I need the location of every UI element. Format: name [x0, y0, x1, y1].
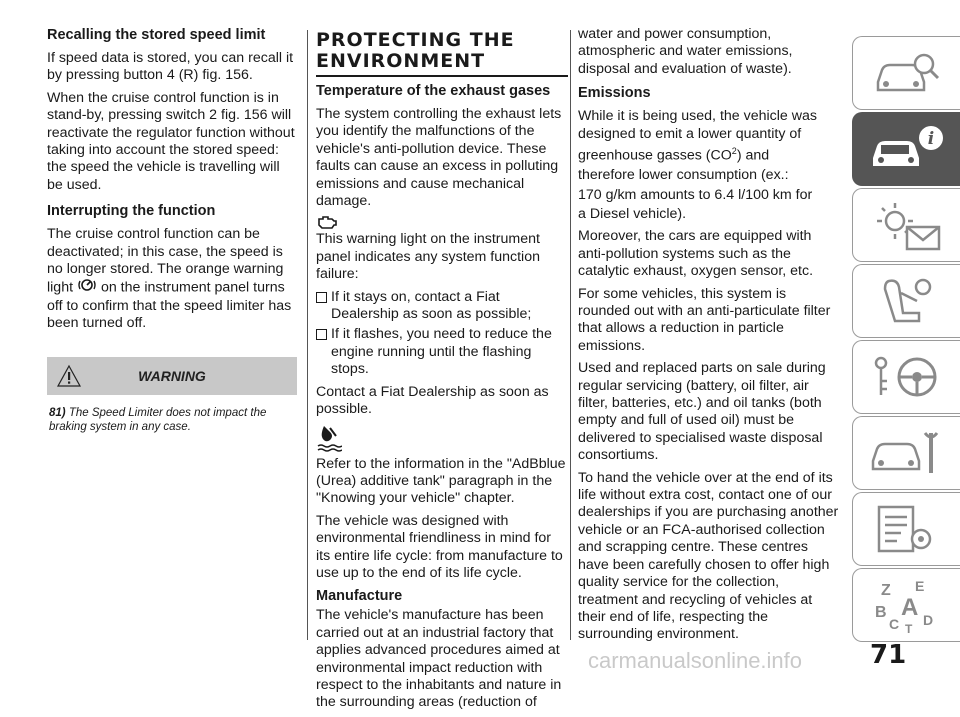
para-replaced-parts: Used and replaced parts on sale during regular servicing (battery, oil filter, air filter, batteries, etc.) and oil tanks (both empty and full of used oil) must be delivered to specialised waste disposal consortiums. — [578, 360, 826, 464]
svg-text:Z: Z — [880, 582, 891, 599]
tab-maintenance[interactable] — [852, 492, 960, 566]
svg-text:A: A — [900, 594, 918, 621]
checklist-gear-icon — [867, 501, 947, 557]
para-exhaust-3: Contact a Fiat Dealership as soon as possible. — [316, 383, 549, 418]
warning-title: WARNING — [138, 367, 206, 384]
warning-header — [47, 357, 297, 395]
adblue-icon — [316, 424, 568, 454]
para-recall-2: When the cruise control function is in stand-by, pressing switch 2 fig. 156 will reactivate the regulator function without taking into account the stored speed: the speed the vehicle is travelling will be used. — [47, 89, 295, 193]
tab-starting-driving[interactable] — [852, 340, 960, 414]
heading-exhaust: Temperature of the exhaust gases — [316, 83, 551, 99]
column-divider-2 — [570, 30, 571, 640]
heading-emissions: Emissions — [578, 85, 651, 102]
para-manufacture: The vehicle's manufacture has been carried out at an industrial factory that applies advanced procedures aimed at environmental impact reduction with respect to the inhabitants and nature in the surrounding areas (reduction of — [316, 607, 562, 711]
heading-interrupting: Interrupting the function — [47, 203, 216, 220]
watermark: carmanualsonline.info — [588, 648, 803, 673]
bullet-item-2: If it flashes, you need to reduce the engine running until the flashing stops. — [316, 326, 568, 383]
para-recall-1: If speed data is stored, you can recall it by pressing button 4 (R) fig. 156. — [47, 50, 294, 84]
heading-manufacture: Manufacture — [316, 588, 403, 605]
tab-in-emergency[interactable] — [852, 416, 960, 490]
warning-box — [47, 357, 297, 434]
warning-triangle-icon — [56, 364, 82, 393]
svg-text:B: B — [874, 604, 887, 621]
tab-technical-info[interactable] — [852, 112, 960, 186]
heading-recalling: Recalling the stored speed limit — [47, 27, 266, 43]
car-search-icon — [872, 48, 942, 98]
para-environment: The vehicle was designed with environmental friendliness in mind for its entire life cycle: from manufacture to use up to the end of its life cycle. — [316, 512, 563, 581]
tab-safety[interactable] — [852, 264, 960, 338]
tab-index[interactable] — [852, 568, 960, 642]
svg-text:E: E — [914, 578, 924, 594]
para-end-of-life: To hand the vehicle over at the end of its life without extra cost, contact one of our dealerships if you are purchasing another vehicle or an FCA-authorised collection and scrapping centre. These centres have been carefully chosen to offer high quality service for the collection, treatment and recycling of vehicles at their end of life, respecting the surrounding environment. — [578, 469, 839, 643]
para-emissions-2: therefore lower consumption (ex.: — [578, 167, 789, 184]
svg-text:C: C — [888, 616, 899, 632]
page-number: 71 — [870, 640, 907, 670]
svg-text:T: T — [904, 622, 912, 635]
section-title: PROTECTING THE ENVIRONMENT — [316, 30, 568, 77]
warning-lights-message-icon — [867, 197, 947, 253]
engine-warning-icon — [316, 215, 568, 231]
alphabet-index-icon — [867, 575, 947, 635]
column-right — [578, 26, 840, 649]
tab-warning-lights[interactable] — [852, 188, 960, 262]
para-exhaust-1: The system controlling the exhaust lets you identify the malfunctions of the vehicle's anti-pollution device. These faults can cause an excess in polluting emissions and cause mechanical damage. — [316, 106, 562, 210]
para-emissions-1: While it is being used, the vehicle was designed to emit a lower quantity of greenhouse gasses $(CO^2)$ and — [578, 108, 817, 164]
chapter-tabs — [852, 36, 960, 644]
key-steering-wheel-icon — [867, 349, 947, 405]
para-adblue: Refer to the information in the "AdBblue (Urea) additive tank" paragraph in the "Knowing your vehicle" chapter. — [316, 455, 566, 507]
para-emissions-3: 170 g/km amounts to 6.4 l/100 km for — [578, 186, 813, 203]
car-info-icon — [867, 124, 947, 174]
seat-airbag-icon — [867, 273, 947, 329]
car-wrench-icon — [867, 425, 947, 481]
bullet-item-1: If it stays on, contact a Fiat Dealership as soon as possible; — [316, 289, 568, 327]
column-middle — [316, 30, 568, 717]
svg-text:D: D — [922, 612, 933, 628]
column-left — [47, 26, 297, 434]
cruise-warning-icon — [77, 278, 97, 297]
svg-text:i: i — [927, 129, 934, 149]
para-waste: water and power consumption, atmospheric and water emissions, disposal and evaluation of waste). — [578, 26, 793, 77]
warning-text: 81) The Speed Limiter does not impact the braking system in any case. — [49, 406, 267, 433]
tab-knowing-vehicle[interactable] — [852, 36, 960, 110]
column-divider-1 — [307, 30, 308, 640]
para-anti-pollution: Moreover, the cars are equipped with anti-pollution systems such as the catalytic exhaust, oxygen sensor, etc. — [578, 228, 814, 280]
para-interrupt: The cruise control function can be deactivated; in this case, the speed is no longer stored. The orange warning light on the instrument panel turns off to confirm that the speed limiter has been turned off. — [47, 226, 292, 332]
para-particulate: For some vehicles, this system is rounded out with an anti-particulate filter that allows a reduction in particle emissions. — [578, 285, 831, 354]
para-emissions-4: a Diesel vehicle). — [578, 205, 687, 222]
para-exhaust-2: This warning light on the instrument panel indicates any system function failure: — [316, 231, 540, 283]
